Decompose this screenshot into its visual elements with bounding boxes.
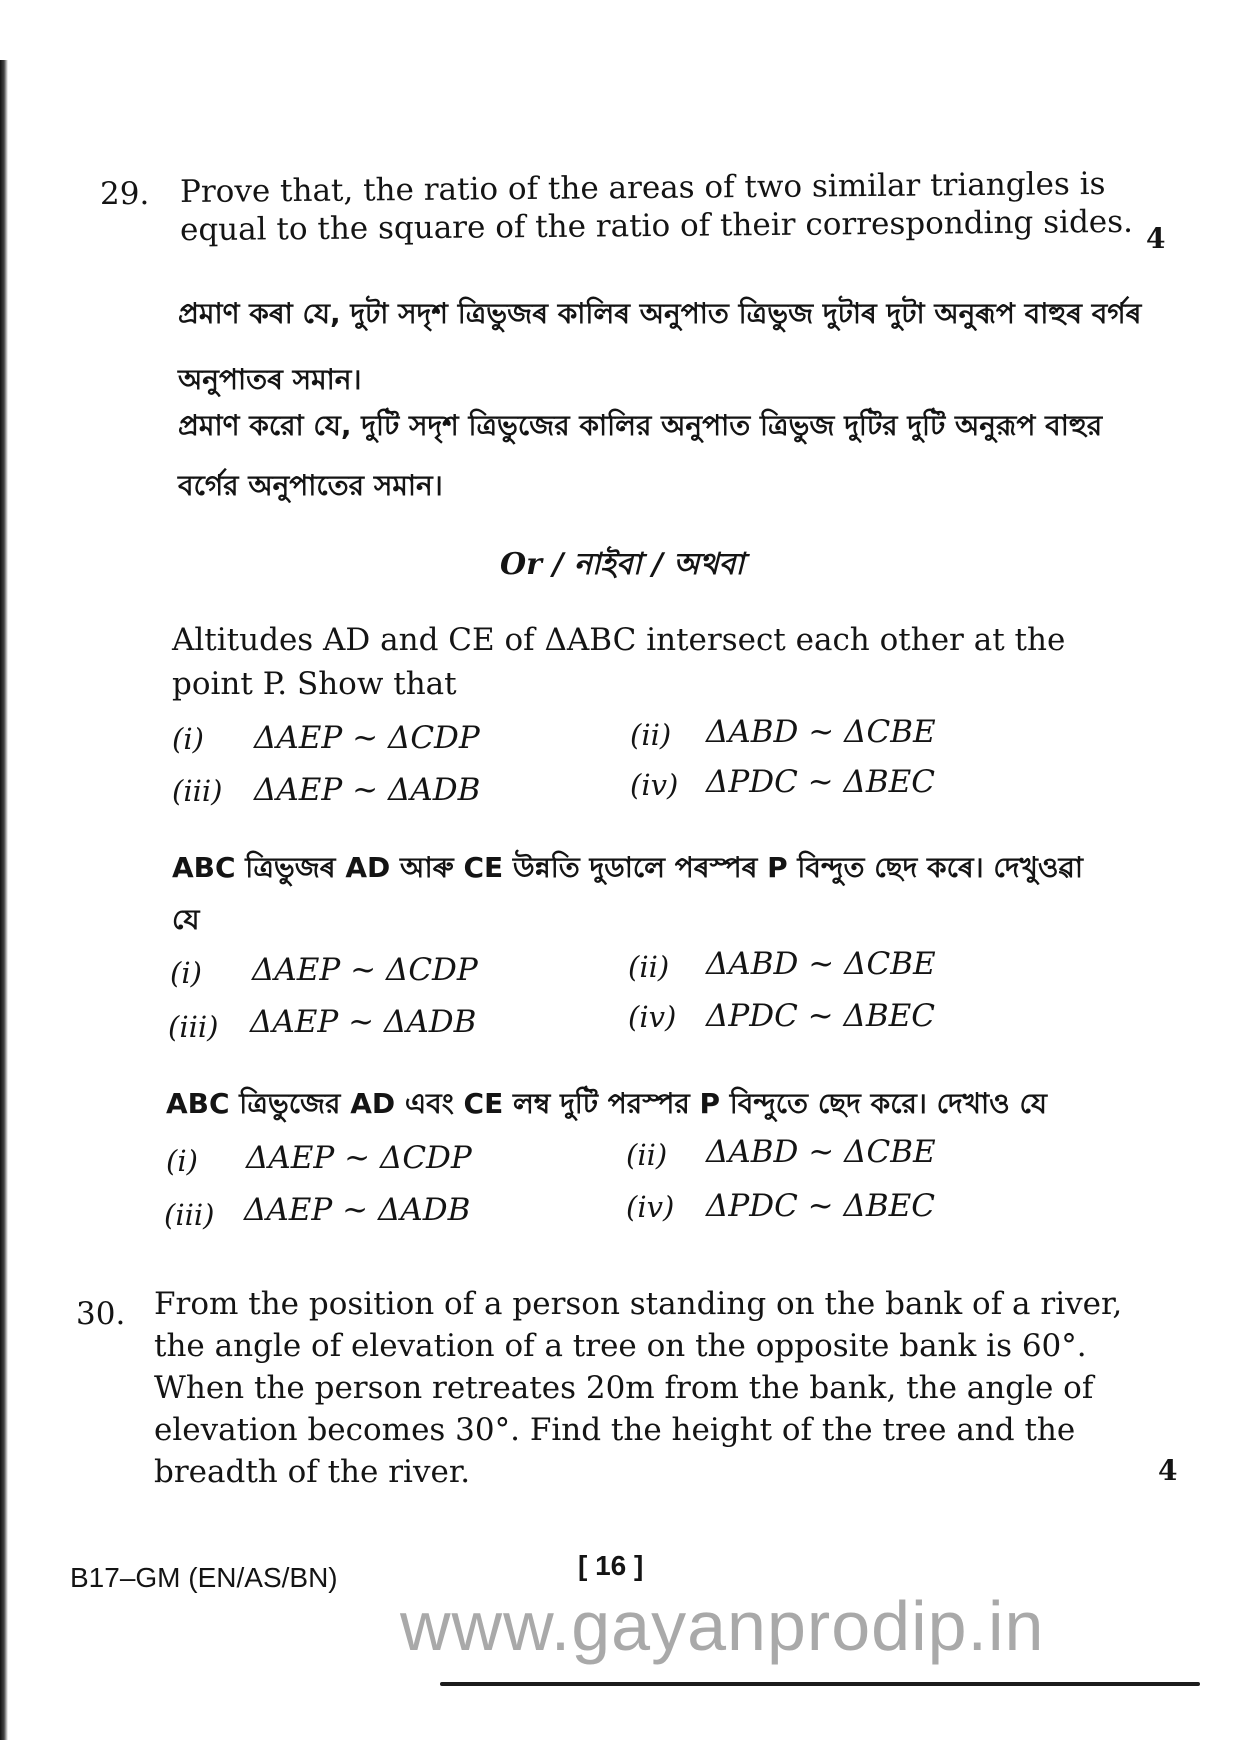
q29-en-line1: Prove that, the ratio of the areas of two similar triangles is: [179, 165, 1106, 211]
part-num-ii-as: (ii): [628, 950, 670, 984]
q30-line3: When the person retreates 20m from the bank, the angle of: [154, 1370, 1094, 1406]
q29-as-line1: প্ৰমাণ কৰা যে, দুটা সদৃশ ত্ৰিভুজৰ কালিৰ অনুপাত ত্ৰিভুজ দুটাৰ দুটা অনুৰূপ বাহুৰ বৰ্গৰ: [178, 297, 1142, 330]
or-q-en-line1: Altitudes AD and CE of ΔABC intersect each other at the: [172, 622, 1066, 658]
or-as: নাইবা: [573, 547, 642, 582]
part-rel-ii-en: ΔABD ~ ΔCBE: [706, 714, 936, 750]
part-rel-iv-as: ΔPDC ~ ΔBEC: [706, 998, 936, 1034]
part-rel-i-as: ΔAEP ~ ΔCDP: [252, 952, 478, 988]
or-q-as-line2: যে: [172, 903, 200, 936]
part-num-i-bn: (i): [166, 1144, 198, 1178]
part-num-iii-en: (iii): [172, 774, 223, 808]
part-rel-iv-bn: ΔPDC ~ ΔBEC: [706, 1188, 936, 1224]
q30-line5: breadth of the river.: [154, 1454, 471, 1490]
or-separator: [500, 540, 744, 591]
part-rel-ii-bn: ΔABD ~ ΔCBE: [706, 1134, 936, 1170]
q30-line2: the angle of elevation of a tree on the opposite bank is 60°.: [154, 1328, 1087, 1364]
watermark: www.gayanprodip.in: [400, 1587, 1045, 1665]
or-sep-1: /: [541, 547, 574, 582]
part-num-i-as: (i): [170, 956, 202, 990]
part-rel-ii-as: ΔABD ~ ΔCBE: [706, 946, 936, 982]
part-rel-iii-as: ΔAEP ~ ΔADB: [250, 1004, 477, 1040]
or-bn: অথবা: [673, 547, 745, 582]
q29-marks: 4: [1146, 222, 1166, 255]
footer-paper-code: B17–GM (EN/AS/BN): [70, 1562, 338, 1593]
part-rel-i-bn: ΔAEP ~ ΔCDP: [246, 1140, 472, 1176]
scan-left-edge: [0, 60, 8, 1740]
scan-bottom-edge: [440, 1682, 1200, 1686]
part-num-iv-as: (iv): [628, 1000, 677, 1034]
part-rel-iii-bn: ΔAEP ~ ΔADB: [244, 1192, 471, 1228]
part-rel-iii-en: ΔAEP ~ ΔADB: [254, 772, 481, 808]
q30-marks: 4: [1158, 1454, 1178, 1487]
q29-bn-line2: বর্গের অনুপাতের সমান।: [178, 469, 443, 502]
or-en: Or: [500, 547, 542, 582]
q29-number: 29.: [100, 176, 150, 212]
q29-bn-line1: প্রমাণ করো যে, দুটি সদৃশ ত্রিভুজের কালির অনুপাত ত্রিভুজ দুটির দুটি অনুরূপ বাহুর: [178, 409, 1103, 442]
part-num-iv-bn: (iv): [626, 1190, 675, 1224]
q29-as-line2: অনুপাতৰ সমান।: [178, 363, 362, 396]
part-rel-iv-en: ΔPDC ~ ΔBEC: [706, 764, 936, 800]
part-num-ii-en: (ii): [630, 718, 672, 752]
or-sep-2: /: [641, 547, 674, 582]
part-num-ii-bn: (ii): [626, 1138, 668, 1172]
part-num-iv-en: (iv): [630, 768, 679, 802]
q29-en-line2: equal to the square of the ratio of their corresponding sides.: [179, 203, 1134, 249]
part-num-i-en: (i): [172, 722, 204, 756]
footer-page-number: [ 16 ]: [578, 1550, 644, 1581]
q30-line1: From the position of a person standing on the bank of a river,: [154, 1286, 1123, 1322]
part-num-iii-bn: (iii): [164, 1198, 215, 1232]
part-num-iii-as: (iii): [168, 1010, 219, 1044]
q30-number: 30.: [76, 1296, 126, 1332]
or-q-en-line2: point P. Show that: [172, 666, 457, 702]
or-q-as-line1: ABC ত্ৰিভুজৰ AD আৰু CE উন্নতি দুডালে পৰস্পৰ P বিন্দুত ছেদ কৰে। দেখুওৱা: [172, 851, 1083, 884]
part-rel-i-en: ΔAEP ~ ΔCDP: [254, 720, 480, 756]
or-q-bn-line1: ABC ত্রিভুজের AD এবং CE লম্ব দুটি পরস্পর P বিন্দুতে ছেদ করে। দেখাও যে: [166, 1087, 1048, 1120]
q30-line4: elevation becomes 30°. Find the height of the tree and the: [154, 1412, 1076, 1448]
